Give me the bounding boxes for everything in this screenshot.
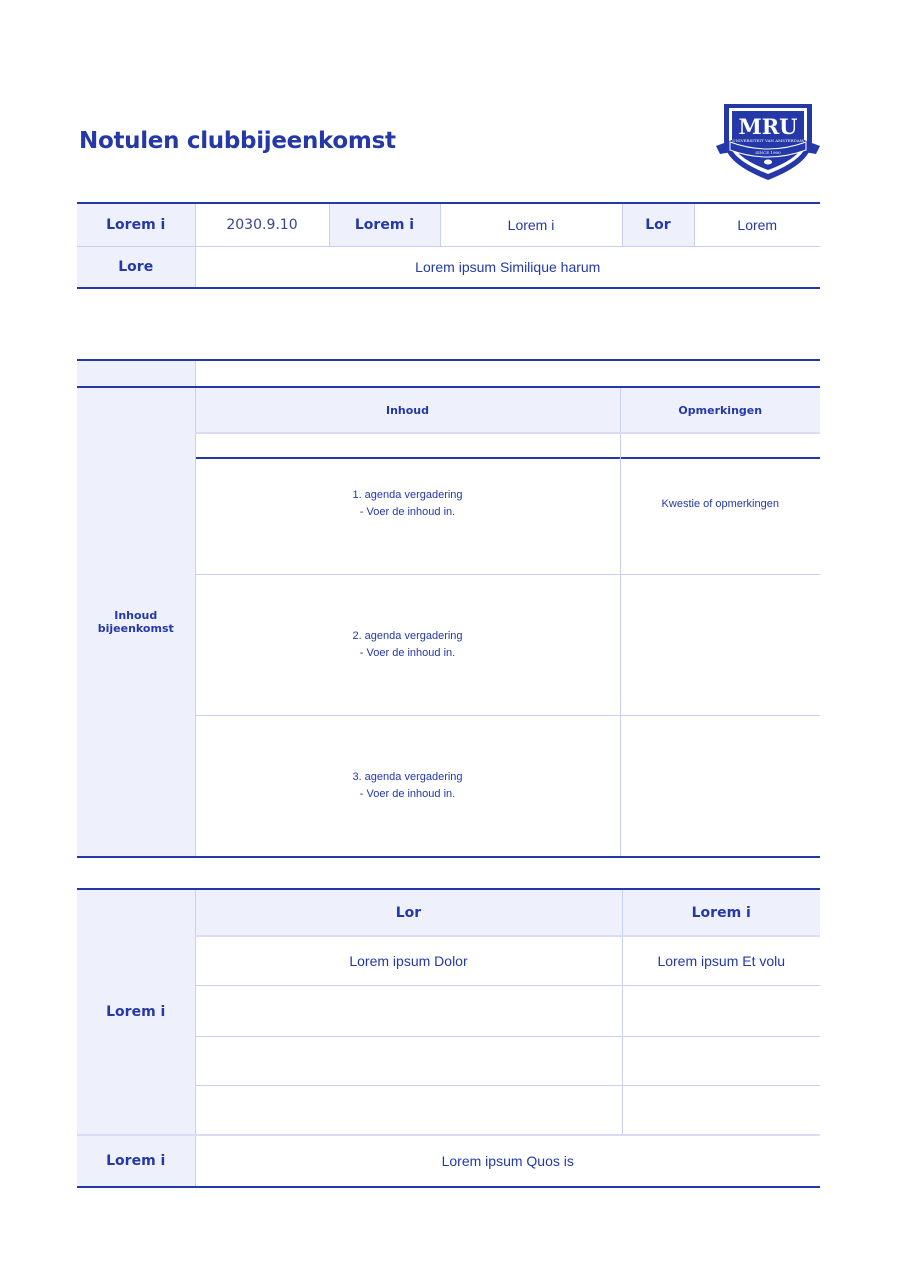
- tasks-side-label: Lorem i: [77, 889, 195, 1135]
- task-cell-b: [622, 986, 820, 1037]
- agenda-item-title: 1. agenda vergadering: [352, 489, 463, 501]
- task-cell-b: Lorem ipsum Et volu: [622, 936, 820, 986]
- svg-text:SINCE 1900: SINCE 1900: [755, 150, 781, 155]
- agenda-item-title: 3. agenda vergadering: [352, 771, 463, 783]
- club-logo: [716, 100, 820, 182]
- date-value: 2030.9.10: [195, 203, 329, 247]
- info-value-3: Lorem: [694, 203, 820, 247]
- svg-text:MRU: MRU: [738, 114, 798, 139]
- content-column-header: Inhoud: [195, 387, 620, 433]
- agenda-item-title: 2. agenda vergadering: [352, 630, 463, 642]
- subject-label: Lore: [77, 247, 195, 289]
- tasks-column-b-header: Lorem i: [622, 889, 820, 936]
- meeting-content-table: [77, 386, 820, 858]
- agenda-item-sub: - Voer de inhoud in.: [359, 506, 456, 518]
- task-cell-a: [195, 986, 622, 1037]
- tasks-footer-value: Lorem ipsum Quos is: [195, 1135, 820, 1187]
- svg-text:UNIVERSITEIT VAN AMSTERDAM: UNIVERSITEIT VAN AMSTERDAM: [732, 138, 804, 143]
- task-cell-a: [195, 1037, 622, 1086]
- agenda-item: [195, 716, 620, 858]
- agenda-item-sub: - Voer de inhoud in.: [359, 788, 456, 800]
- task-cell-b: [622, 1037, 820, 1086]
- subject-value: Lorem ipsum Similique harum: [195, 247, 820, 289]
- remarks-column-header: Opmerkingen: [620, 387, 820, 433]
- date-label: Lorem i: [77, 203, 195, 247]
- content-side-label: Inhoud bijeenkomst: [77, 387, 195, 857]
- tasks-column-a-header: Lor: [195, 889, 622, 936]
- task-cell-b: [622, 1086, 820, 1136]
- agenda-remark: Kwestie of opmerkingen: [620, 433, 820, 575]
- agenda-item-sub: - Voer de inhoud in.: [359, 647, 456, 659]
- page-title: Notulen clubbijeenkomst: [79, 128, 396, 154]
- task-cell-a: [195, 1086, 622, 1136]
- meeting-info-table: [77, 202, 820, 289]
- agenda-item: [195, 433, 620, 575]
- tasks-footer-label: Lorem i: [77, 1135, 195, 1187]
- info-value-2: Lorem i: [440, 203, 622, 247]
- info-label-3: Lor: [622, 203, 694, 247]
- tasks-table: [77, 888, 820, 1188]
- agenda-item: [195, 575, 620, 716]
- info-label-2: Lorem i: [329, 203, 440, 247]
- agenda-remark: [620, 716, 820, 858]
- agenda-remark: [620, 575, 820, 716]
- task-cell-a: Lorem ipsum Dolor: [195, 936, 622, 986]
